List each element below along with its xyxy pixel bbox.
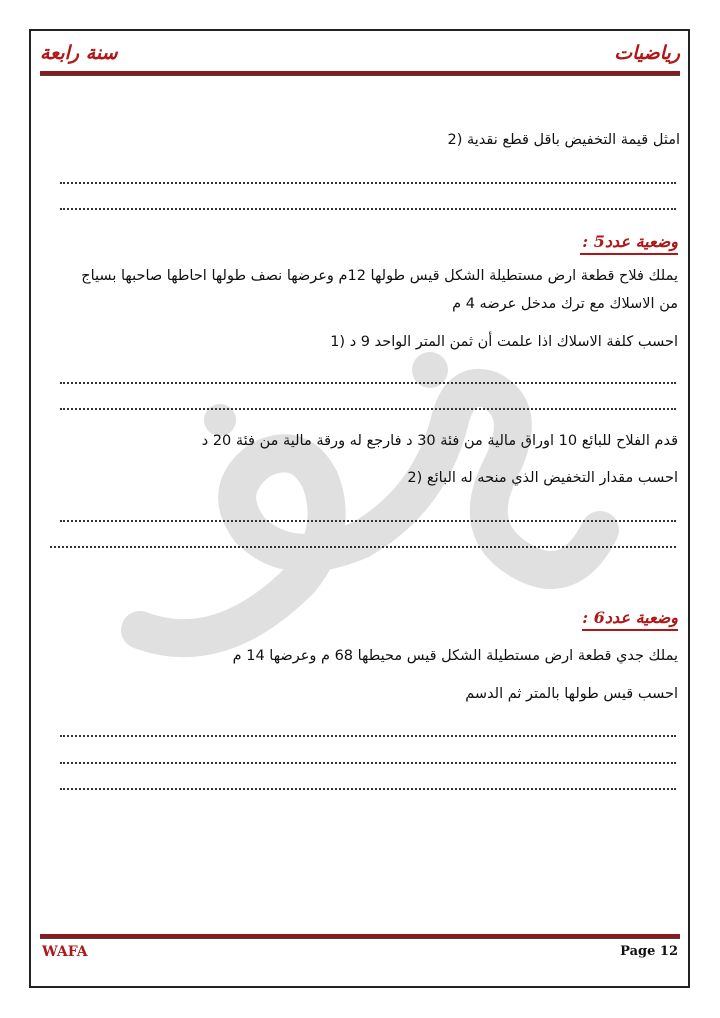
situation-5-text-2: من الاسلاك مع ترك مدخل عرضه 4 م — [452, 296, 678, 312]
page-number: Page 12 — [620, 944, 678, 959]
grade-label: سنة رابعة — [40, 42, 118, 64]
situation-5-title: وضعية عدد5 : — [582, 232, 678, 251]
situation-5-question-1: 1) احسب كلفة الاسلاك اذا علمت أن ثمن المتر الواحد 9 د — [330, 334, 678, 350]
answer-line — [60, 208, 676, 211]
situation-5-question-2: 2) احسب مقدار التخفيض الذي منحه له البائع — [407, 470, 678, 486]
answer-line — [60, 788, 676, 791]
situation-5-text-3: قدم الفلاح للبائع 10 اوراق مالية من فئة 30 د فارجع له ورقة مالية من فئة 20 د — [201, 433, 678, 449]
answer-line — [50, 546, 676, 549]
footer-rule — [40, 934, 680, 939]
subject-label: رياضيات — [614, 42, 680, 64]
footer-author: WAFA — [42, 944, 88, 960]
answer-line — [60, 382, 676, 385]
answer-line — [60, 762, 676, 765]
page-header — [40, 42, 680, 66]
answer-line — [60, 520, 676, 523]
answer-line — [60, 735, 676, 738]
answer-line — [60, 408, 676, 411]
question-2-previous: 2) امثل قيمة التخفيض باقل قطع نقدية — [447, 132, 680, 148]
header-rule — [40, 71, 680, 76]
situation-6-question: احسب قيس طولها بالمتر ثم الدسم — [465, 686, 678, 702]
answer-line — [60, 182, 676, 185]
situation-5-underline — [580, 253, 678, 255]
situation-6-underline — [582, 629, 678, 631]
situation-6-text-1: يملك جدي قطعة ارض مستطيلة الشكل قيس محيطها 68 م وعرضها 14 م — [232, 648, 678, 664]
situation-5-text-1: يملك فلاح قطعة ارض مستطيلة الشكل قيس طولها 12م وعرضها نصف طولها احاطها صاحبها بسياج — [81, 268, 678, 284]
situation-6-title: وضعية عدد6 : — [582, 608, 678, 627]
